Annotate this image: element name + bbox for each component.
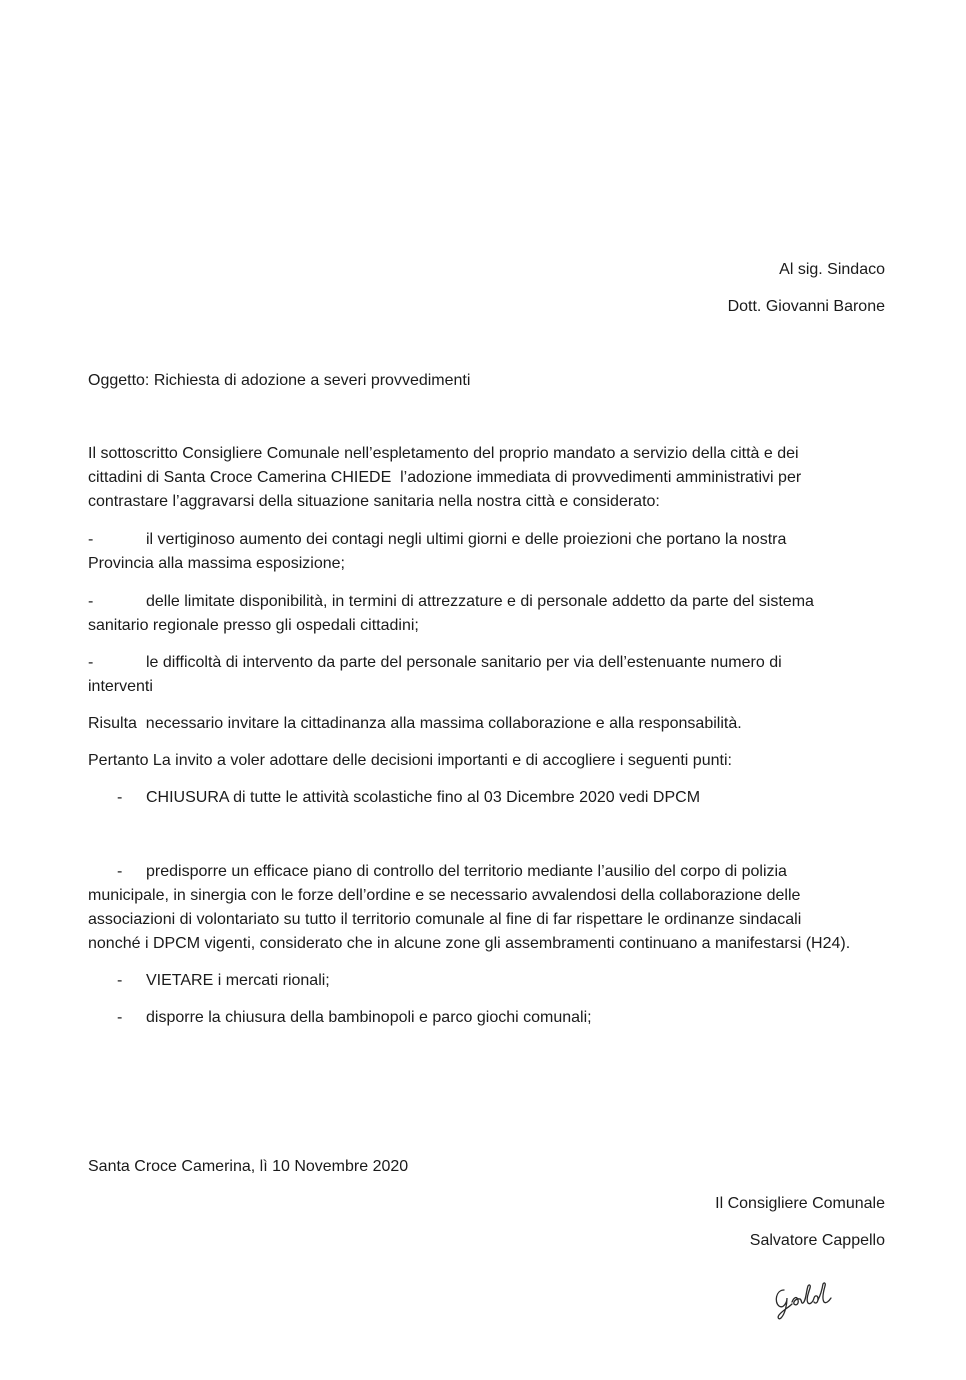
consideration-3-dash: - — [88, 654, 94, 671]
point-3-dash: - — [117, 972, 123, 989]
consideration-2-dash: - — [88, 593, 94, 610]
point-4-dash: - — [117, 1009, 123, 1026]
intro-line-3: contrastare l’aggravarsi della situazione sanitaria nella nostra città e considerato: — [88, 493, 660, 510]
point-1-dash: - — [117, 789, 123, 806]
consideration-2-line-2: sanitario regionale presso gli ospedali cittadini; — [88, 617, 419, 634]
result-line: Risulta necessario invitare la cittadinanza alla massima collaborazione e alla responsabilità. — [88, 715, 742, 732]
consideration-3-line-1: le difficoltà di intervento da parte del personale sanitario per via dell’estenuante numero di — [146, 654, 782, 671]
signatory-name: Salvatore Cappello — [749, 1232, 885, 1249]
consideration-1-line-1: il vertiginoso aumento dei contagi negli ultimi giorni e delle proiezioni che portano la nostra — [146, 531, 787, 548]
invite-line: Pertanto La invito a voler adottare delle decisioni importanti e di accogliere i seguenti punti: — [88, 752, 732, 769]
subject-line: Oggetto: Richiesta di adozione a severi provvedimenti — [88, 372, 471, 389]
intro-line-1: Il sottoscritto Consigliere Comunale nell’espletamento del proprio mandato a servizio della città e dei — [88, 445, 799, 462]
consideration-3-line-2: interventi — [88, 678, 153, 695]
point-1-line-1: CHIUSURA di tutte le attività scolastiche fino al 03 Dicembre 2020 vedi DPCM — [146, 789, 701, 806]
intro-line-2: cittadini di Santa Croce Camerina CHIEDE l’adozione immediata di provvedimenti amministrativi per — [88, 469, 802, 486]
point-3-line-1: VIETARE i mercati rionali; — [146, 972, 330, 989]
recipient-line-1: Al sig. Sindaco — [779, 261, 885, 278]
consideration-2-line-1: delle limitate disponibilità, in termini di attrezzature e di personale addetto da parte del sistema — [146, 593, 814, 610]
point-2-line-1: predisporre un efficace piano di controllo del territorio mediante l’ausilio del corpo di polizia — [146, 863, 787, 880]
point-2-line-4: nonché i DPCM vigenti, considerato che in alcune zone gli assembramenti continuano a manifestarsi (H24). — [88, 935, 851, 952]
point-4-line-1: disporre la chiusura della bambinopoli e parco giochi comunali; — [146, 1009, 592, 1026]
consideration-1-line-2: Provincia alla massima esposizione; — [88, 555, 345, 572]
point-2-line-2: municipale, in sinergia con le forze dell’ordine e se necessario avvalendosi della collaborazione delle — [88, 887, 801, 904]
point-2-line-3: associazioni di volontariato su tutto il territorio comunale al fine di far rispettare le ordinanze sindacali — [88, 911, 802, 928]
recipient-line-2: Dott. Giovanni Barone — [727, 298, 885, 315]
consideration-1-dash: - — [88, 531, 94, 548]
point-2-dash: - — [117, 863, 123, 880]
handwritten-signature — [770, 1272, 840, 1322]
signatory-role: Il Consigliere Comunale — [715, 1195, 885, 1212]
place-date-line: Santa Croce Camerina, lì 10 Novembre 2020 — [88, 1158, 409, 1175]
